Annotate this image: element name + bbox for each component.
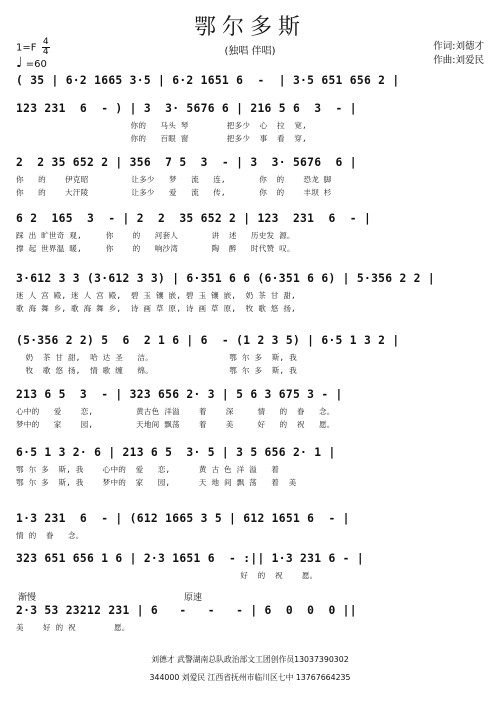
notation-line: 2 2 35 652 2 | 356 7 5 3 - | 3 3· 5676 6 | — [16, 156, 357, 169]
lyric-line-verse-1: 迷 人 宫 殿, 迷 人 宫 殿, 碧 玉 镶 嵌, 碧 玉 镶 嵌, 奶 茶 甘 甜, — [16, 291, 296, 300]
tempo-mark: =60 — [25, 59, 47, 70]
lyric-line-verse-1: 你的 马头 琴 把多少 心 拉 宽, — [16, 121, 307, 130]
song-title: 鄂尔多斯 — [193, 15, 306, 40]
lyric-line-verse-2: 鄂 尔 多 斯, 我 梦中的 家 园, 天 地 间 飘 荡 着 美 — [16, 478, 297, 487]
lyric-line-verse-2: 歌 海 舞 乡, 歌 海 舞 乡, 诗 画 草 原, 诗 画 草 原, 牧 歌 悠 扬, — [16, 304, 296, 313]
lyric-line-verse-2: 梦中的 家 园, 天地间 飘荡 着 美 好 的 祝 愿。 — [16, 420, 335, 429]
notation-line: (5·356 2 2) 5 6 2 1 6 | 6 - (1 2 3 5) | 6·5 1 3 2 | — [16, 334, 400, 347]
notation-line: ( 35 | 6·2 1665 3·5 | 6·2 1651 6 - | 3·5 651 656 2 | — [16, 74, 400, 87]
composer-credit: 作曲:刘爱民 — [433, 55, 484, 66]
lyricist-credit: 作词:刘德才 — [433, 41, 484, 52]
score-line-10 — [16, 552, 486, 583]
gradual-slow-mark: 渐慢 — [18, 593, 37, 603]
key-signature: 1=F — [16, 42, 37, 54]
score-line-8 — [16, 446, 486, 490]
score-line-9 — [16, 512, 486, 543]
score-line-5 — [16, 272, 486, 316]
lyric-line-verse-1: 鄂 尔 多 斯, 我 心中的 爱 恋, 黄 古 色 洋 溢 着 — [16, 465, 280, 474]
lyric-line-verse-1: 好 的 祝 愿。 — [16, 571, 318, 580]
lyric-line-verse-2: 你 的 大汗陵 让多少 爱 流 传, 你 的 丰坝 杉 — [16, 188, 332, 197]
score-line-11 — [16, 604, 486, 635]
score-line-6 — [16, 334, 486, 378]
lyric-line-verse-1: 你 的 伊克昭 让多少 梦 流 连, 你 的 恐龙 脚 — [16, 175, 332, 184]
lyric-line-verse-1: 踩 出 旷世奇 观, 你 的 河套人 讲 述 历史发 源。 — [16, 231, 295, 240]
time-numerator: 4 — [42, 37, 49, 47]
song-subtitle: (独唱 伴唱) — [224, 46, 276, 57]
notation-line: 213 6 5 3 - | 323 656 2· 3 | 5 6 3 675 3 - | — [16, 388, 343, 401]
footer-contact-lyricist: 刘德才 武警湖南总队政治部文工团创作员13037390302 — [151, 655, 349, 664]
notation-line: 1·3 231 6 - | (612 1665 3 5 | 612 1651 6 - | — [16, 512, 350, 525]
score-line-2 — [16, 102, 486, 146]
notation-line: 6 2 165 3 - | 2 2 35 652 2 | 123 231 6 - | — [16, 212, 372, 225]
original-tempo-mark: 原速 — [184, 593, 203, 603]
notation-line: 6·5 1 3 2· 6 | 213 6 5 3· 5 | 3 5 656 2· 1 | — [16, 446, 336, 459]
lyric-line-verse-1: 心中的 爱 恋, 黄古色 洋溢 着 深 情 的 眷 念。 — [16, 407, 335, 416]
quarter-note-icon: ♩ — [16, 55, 23, 71]
score-meta — [16, 38, 50, 71]
notation-line: 2·3 53 23212 231 | 6 - - - | 6 0 0 0 || — [16, 604, 357, 617]
footer-contact-composer: 344000 刘爱民 江西省抚州市临川区七中 13767664235 — [149, 673, 351, 682]
score-line-4 — [16, 212, 486, 256]
lyric-line-verse-1: 情 的 眷 念。 — [16, 531, 84, 540]
lyric-line-verse-1: 美 好 的 祝 愿。 — [16, 623, 130, 632]
score-line-3 — [16, 156, 486, 200]
score-line-1 — [16, 74, 486, 92]
lyric-line-verse-2: 撑 起 世界温 暖, 你 的 响沙湾 陶 醉 时代赞 叹。 — [16, 244, 295, 253]
notation-line: 123 231 6 - ) | 3 3· 5676 6 | 216 5 6 3 - | — [16, 102, 357, 115]
lyric-line-verse-1: 奶 茶 甘 甜, 哈 达 圣 洁。 鄂 尔 多 斯, 我 — [16, 353, 297, 362]
time-signature — [42, 38, 50, 57]
score-line-7 — [16, 388, 486, 432]
time-denominator: 4 — [42, 47, 49, 57]
lyric-line-verse-2: 你的 百眼 窗 把多少 事 看 穿, — [16, 134, 307, 143]
notation-line: 323 651 656 1 6 | 2·3 1651 6 - :|| 1·3 231 6 - | — [16, 552, 364, 565]
lyric-line-verse-2: 牧 歌 悠 扬, 情 歌 缠 绵。 鄂 尔 多 斯, 我 — [16, 366, 297, 375]
notation-line: 3·612 3 3 (3·612 3 3) | 6·351 6 6 (6·351 6 6) | 5·356 2 2 | — [16, 272, 435, 285]
